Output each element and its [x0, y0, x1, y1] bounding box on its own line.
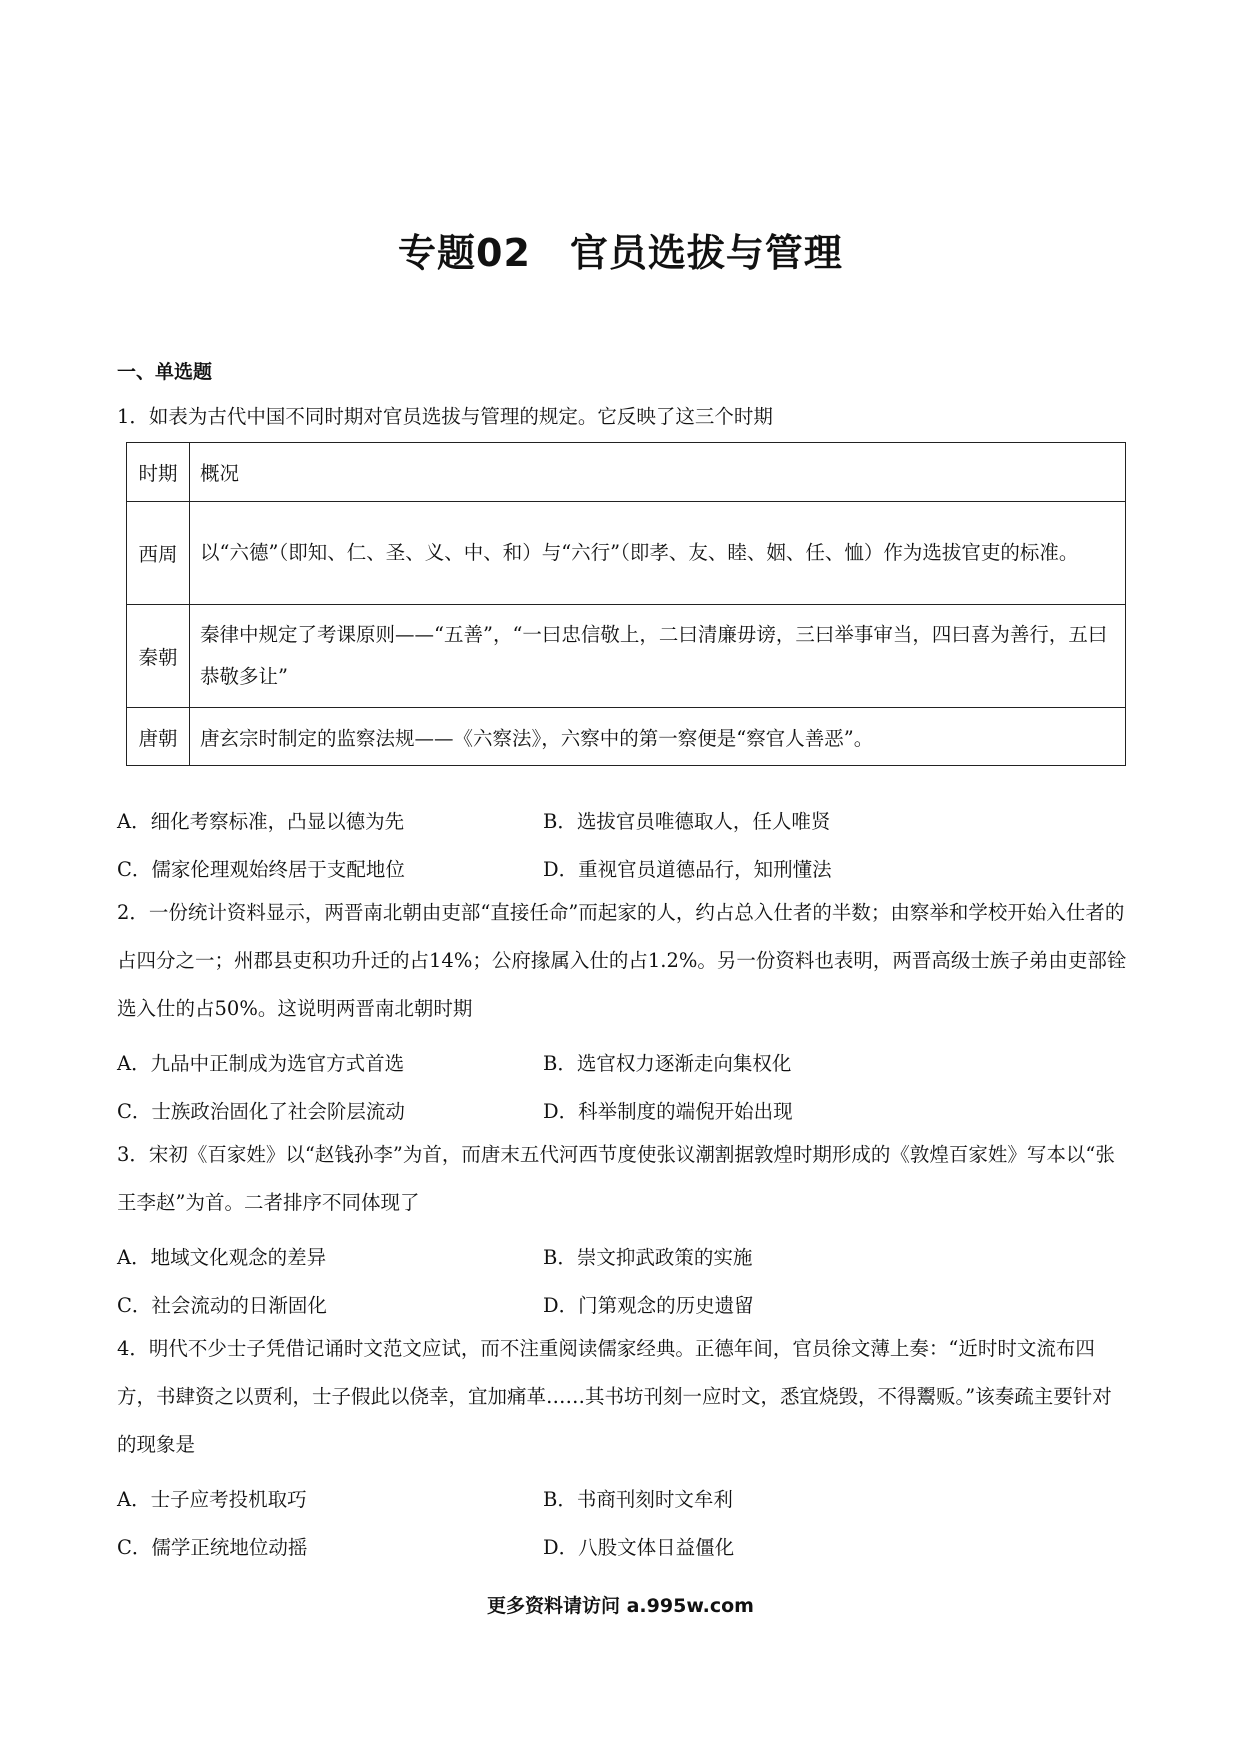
page-title: 专题02 官员选拔与管理: [398, 231, 843, 275]
option-c[interactable]: C．士族政治固化了社会阶层流动: [117, 1100, 405, 1123]
question-stem: 1．如表为古代中国不同时期对官员选拔与管理的规定。它反映了这三个时期: [117, 405, 773, 428]
option-b[interactable]: B．选官权力逐渐走向集权化: [543, 1052, 792, 1075]
table-cell-content: 唐玄宗时制定的监察法规——《六察法》，六察中的第一察便是“察官人善恶”。: [190, 708, 1126, 766]
option-a[interactable]: A．地域文化观念的差异: [117, 1246, 327, 1269]
options-row: [117, 1484, 1127, 1520]
table-cell-period: 秦朝: [127, 605, 190, 708]
table-cell-content: 秦律中规定了考课原则——“五善”，“一曰忠信敬上，二曰清廉毋谤，三曰举事审当，四曰喜为善行，五曰恭敬多让”: [190, 605, 1126, 708]
table-row: [127, 605, 1126, 708]
option-b[interactable]: B．书商刊刻时文牟利: [543, 1488, 733, 1511]
table-cell-content: 以“六德”（即知、仁、圣、义、中、和）与“六行”（即孝、友、睦、姻、任、恤）作为选拔官吏的标准。: [190, 502, 1126, 605]
option-a[interactable]: A．细化考察标准，凸显以德为先: [117, 810, 405, 833]
options-row: [117, 854, 1127, 890]
options-row: [117, 1532, 1127, 1568]
option-c[interactable]: C．儒家伦理观始终居于支配地位: [117, 858, 405, 881]
table-row: [127, 502, 1126, 605]
options-row: [117, 1290, 1127, 1326]
options-row: [117, 1096, 1127, 1132]
option-b[interactable]: B．崇文抑武政策的实施: [543, 1246, 753, 1269]
option-a[interactable]: A．九品中正制成为选官方式首选: [117, 1052, 405, 1075]
table-header-cell: 时期: [127, 443, 190, 502]
option-d[interactable]: D．八股文体日益僵化: [543, 1536, 735, 1559]
option-a[interactable]: A．士子应考投机取巧: [117, 1488, 307, 1511]
options-row: [117, 1048, 1127, 1084]
table-cell-period: 西周: [127, 502, 190, 605]
options-row: [117, 1242, 1127, 1278]
section-heading: 一、单选题: [117, 361, 213, 383]
table-header-cell: 概况: [190, 443, 1126, 502]
question-stem: 2．一份统计资料显示，两晋南北朝由吏部“直接任命”而起家的人，约占总入仕者的半数；由察举和学校开始入仕者的占四分之一；州郡县吏积功升迁的占14%；公府掾属入仕的占1.2%。另一份资料也表明，两晋高级士族子弟由吏部铨选入仕的占50%。这说明两晋南北朝时期: [117, 901, 1127, 1020]
option-d[interactable]: D．科举制度的端倪开始出现: [543, 1100, 793, 1123]
table-cell-period: 唐朝: [127, 708, 190, 766]
option-d[interactable]: D．门第观念的历史遗留: [543, 1294, 754, 1317]
option-d[interactable]: D．重视官员道德品行，知刑懂法: [543, 858, 832, 881]
option-c[interactable]: C．儒学正统地位动摇: [117, 1536, 308, 1559]
option-b[interactable]: B．选拔官员唯德取人，任人唯贤: [543, 810, 831, 833]
table-row: [127, 708, 1126, 766]
question-stem: 4．明代不少士子凭借记诵时文范文应试，而不注重阅读儒家经典。正德年间，官员徐文薄上奏：“近时时文流布四方，书肆资之以贾利，士子假此以侥幸，宜加痛革……其书坊刊刻一应时文，悉宜烧毁，不得鬻贩。”该奏疏主要针对的现象是: [117, 1337, 1112, 1456]
question-stem: 3．宋初《百家姓》以“赵钱孙李”为首，而唐末五代河西节度使张议潮割据敦煌时期形成的《敦煌百家姓》写本以“张王李赵”为首。二者排序不同体现了: [117, 1143, 1115, 1214]
option-c[interactable]: C．社会流动的日渐固化: [117, 1294, 327, 1317]
footer-link[interactable]: 更多资料请访问 a.995w.com: [487, 1595, 754, 1617]
question-table: [126, 442, 1126, 766]
options-row: [117, 806, 1127, 842]
table-header-row: [127, 443, 1126, 502]
